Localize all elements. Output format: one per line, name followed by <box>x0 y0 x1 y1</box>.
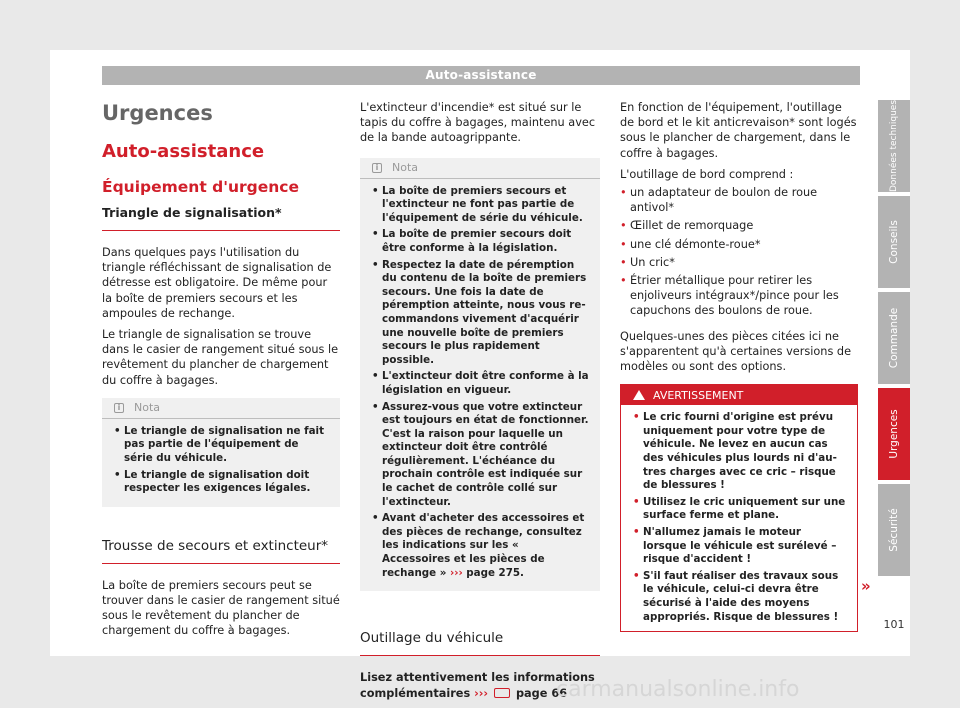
paragraph: Dans quelques pays l'utilisation du triangle réfléchissant de signalisation de détresse est obligatoire. De même pour la boîte de premiers secours et les ampoules de rechange. <box>102 246 332 320</box>
tab-commande[interactable]: Commande <box>878 292 910 384</box>
subsection-title: Équipement d'urgence <box>102 178 300 196</box>
running-header: Auto-assistance <box>102 66 860 85</box>
warning-body <box>621 405 857 631</box>
watermark: carmanualsonline.info <box>556 677 800 702</box>
paragraph: L'extincteur d'incendie* est situé sur le tapis du coffre à bagages, maintenu avec de la bande autoagrippante. <box>360 101 596 145</box>
book-icon <box>494 688 510 698</box>
tab-conseils[interactable]: Conseils <box>878 196 910 288</box>
paragraph: La boîte de premiers secours peut se trouver dans le casier de rangement situé sous le revêtement du plancher de chargement du coffre à bagages. <box>102 578 340 638</box>
topic-heading: Outillage du véhicule <box>360 629 600 656</box>
list-item: • une clé démonte-roue* <box>620 237 761 251</box>
note-item: • La boîte de premiers secours et l'extincteur ne font pas partie de l'équipement de série du véhicule. <box>372 184 583 224</box>
tool-list <box>620 185 858 319</box>
warning-item: • N'allumez jamais le moteur lorsque le véhicule est surélevé – risque d'accident ! <box>633 526 837 566</box>
warning-box <box>620 384 858 632</box>
warning-icon <box>633 390 645 400</box>
chapter-title: Urgences <box>102 101 213 125</box>
note-header <box>360 158 600 179</box>
reference-line: Lisez attentivement les informations complémentaires ››› page 66 <box>360 671 595 700</box>
list-item: • Œillet de remorquage <box>620 219 754 233</box>
paragraph: L'outillage de bord comprend : <box>620 167 794 181</box>
note-item: • Le triangle de signalisation doit respecter les exigences légales. <box>114 468 311 495</box>
warning-item: • Utilisez le cric uniquement sur une surface ferme et plane. <box>633 495 846 522</box>
note-title: Nota <box>134 401 161 415</box>
page-ref-link[interactable]: page 66 <box>515 686 568 700</box>
warning-item: • S'il faut réaliser des travaux sous le véhicule, celui-ci devra être sécurisé à l'aide des moyens appropriés. Risque de blessures ! <box>633 569 839 623</box>
note-box <box>102 398 340 507</box>
info-icon: i <box>114 403 124 413</box>
note-header <box>102 398 340 419</box>
ref-arrows: ››› <box>474 686 489 700</box>
column-3 <box>620 100 858 632</box>
paragraph: En fonction de l'équipement, l'outillage de bord et le kit anticrevaison* sont logés sous le plancher de chargement, dans le coffre à bagages. <box>620 101 857 160</box>
note-body <box>102 419 340 507</box>
column-2 <box>360 100 600 701</box>
note-body <box>360 179 600 592</box>
paragraph: Quelques-unes des pièces citées ici ne s'apparentent qu'à certaines versions de modèles ou sont des options. <box>620 329 852 374</box>
warning-item: • Le cric fourni d'origine est prévu uniquement pour votre type de véhicule. Ne levez en aucun cas des véhicules plus lourds ni d'autres charges avec ce cric – risque de blessures ! <box>633 411 837 492</box>
note-item: • L'extincteur doit être conforme à la législation en vigueur. <box>372 370 589 396</box>
note-box <box>360 158 600 592</box>
note-item: • La boîte de premier secours doit être conforme à la législation. <box>372 228 572 254</box>
continue-arrow-icon: » <box>861 577 871 595</box>
tab-securite[interactable]: Sécurité <box>878 484 910 576</box>
chapter-tabs <box>878 100 910 580</box>
warning-title: AVERTISSEMENT <box>653 388 744 402</box>
tab-urgences[interactable]: Urgences <box>878 388 910 480</box>
note-item: • Assurez-vous que votre extincteur est toujours en état de fonctionner. C'est la raison pour laquelle un extincteur doit être contrôlé régulièrement. L'échéance du prochain contrôle est indiquée sur le cachet de contrôle collé sur l'extincteur. <box>372 400 589 508</box>
info-icon: i <box>372 163 382 173</box>
note-item: • Respectez la date de péremption du contenu de la boîte de premiers secours. Une fois la date de péremption atteinte, nous vous recommandons vivement d'acquérir une nouvelle boîte de premiers secours le plus rapidement possible. <box>372 258 587 366</box>
note-item: • Le triangle de signalisation ne fait pas partie de l'équipement de série du véhicule. <box>114 424 325 465</box>
note-item: • Avant d'acheter des accessoires et des pièces de rechange, consultez les indications sur les « Accessoires et les pièces de rechange » ››› page 275. <box>372 512 585 579</box>
tab-donnees-techniques[interactable]: Données techniques <box>878 100 910 192</box>
page-ref-link[interactable]: page 275. <box>466 566 524 579</box>
list-item: • un adaptateur de boulon de roue antivol* <box>620 186 818 215</box>
column-1 <box>102 100 340 639</box>
ref-arrows: ››› <box>449 566 463 579</box>
note-title: Nota <box>392 161 419 175</box>
topic-heading: Triangle de signalisation* <box>102 204 340 231</box>
section-title: Auto-assistance <box>102 141 265 162</box>
warning-header <box>621 385 857 405</box>
paragraph: Le triangle de signalisation se trouve dans le casier de rangement situé sous le revêtement du plancher de chargement du coffre à bagages. <box>102 328 339 387</box>
list-item: • Un cric* <box>620 255 675 269</box>
topic-heading: Trousse de secours et extincteur* <box>102 537 340 564</box>
page-number: 101 <box>883 618 905 631</box>
list-item: • Étrier métallique pour retirer les enjoliveurs intégraux*/pince pour les capuchons des boulons de roue. <box>620 274 839 318</box>
